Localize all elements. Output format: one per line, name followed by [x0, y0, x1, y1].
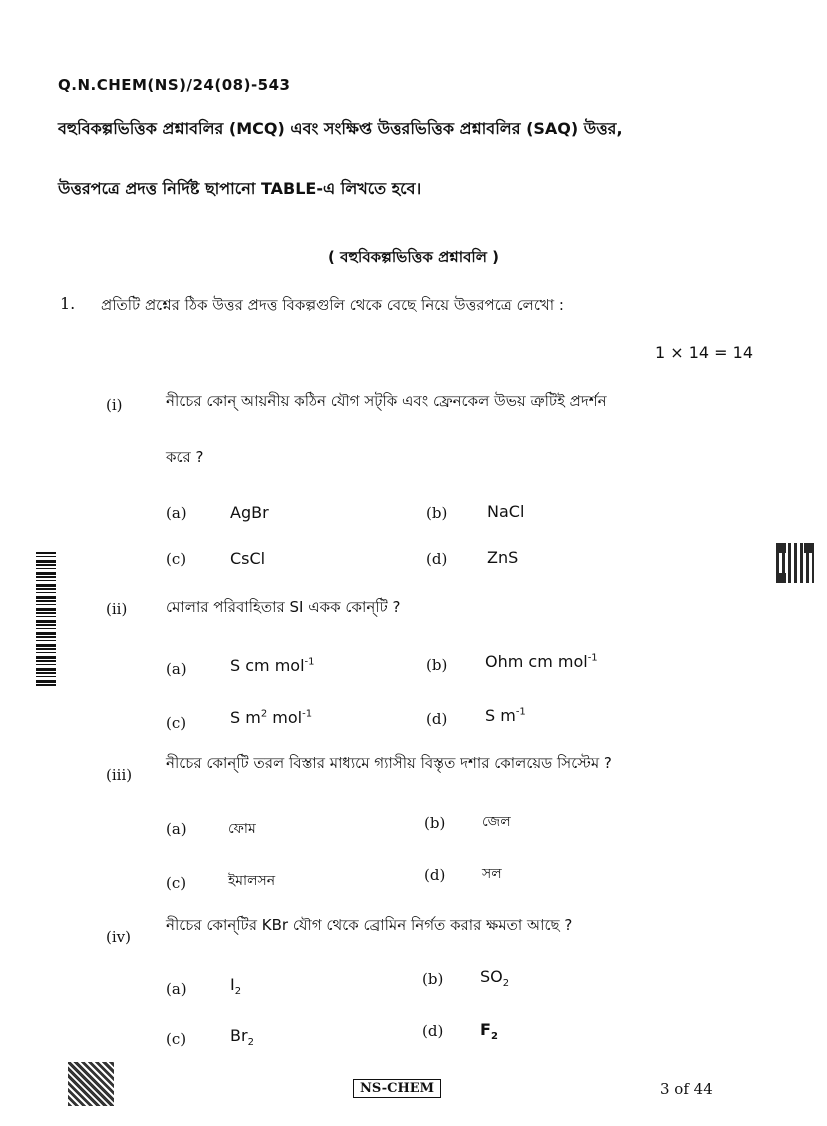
- option-value: ফোম: [228, 821, 256, 837]
- subquestion-text: নীচের কোন্ আয়নীয় কঠিন যৌগ সট্‌কি এবং ফ্রেনকেল উভয় ত্রুটিই প্রদর্শন: [166, 392, 607, 410]
- question-number: 1.: [60, 294, 76, 313]
- subquestion-text: মোলার পরিবাহিতার SI একক কোন্‌টি ?: [166, 598, 401, 616]
- subject-badge: NS-CHEM: [353, 1079, 441, 1098]
- instruction-line-2: উত্তরপত্রে প্রদত্ত নির্দিষ্ট ছাপানো TABLE-এ লিখতে হবে।: [58, 179, 422, 198]
- option-value: CsCl: [230, 549, 266, 568]
- subquestion-number: (i): [106, 396, 123, 414]
- option-label: (b): [422, 970, 444, 988]
- subquestion-text: নীচের কোন্‌টি তরল বিস্তার মাধ্যমে গ্যাসীয় বিস্তৃত দশার কোলয়েড সিস্টেম ?: [166, 754, 612, 772]
- option-label: (c): [166, 550, 187, 568]
- option-label: (a): [166, 980, 187, 998]
- subquestion-number: (iv): [106, 928, 131, 946]
- option-value: ZnS: [487, 548, 519, 567]
- option-label: (d): [426, 710, 448, 728]
- option-value: S $m^{-1}$: [485, 706, 526, 725]
- subquestion-text: নীচের কোন্‌টির KBr যৌগ থেকে ব্রোমিন নির্গত করার ক্ষমতা আছে ?: [166, 916, 573, 934]
- option-value: $F_2$: [480, 1020, 498, 1043]
- option-label: (a): [166, 504, 187, 522]
- option-value: Ohm cm mol$^{-1}$: [485, 652, 598, 671]
- paper-code: Q.N.CHEM(NS)/24(08)-543: [58, 76, 291, 94]
- option-label: (d): [424, 866, 446, 884]
- question-marks: 1 × 14 = 14: [654, 343, 753, 362]
- option-label: (c): [166, 874, 187, 892]
- option-label: (b): [426, 504, 448, 522]
- subquestion-text-cont: করে ?: [166, 448, 204, 466]
- option-value: S $m^2$ mol$^{-1}$: [230, 708, 313, 727]
- subquestion-number: (ii): [106, 600, 128, 618]
- option-value: ইমালসন: [228, 873, 276, 889]
- question-text: প্রতিটি প্রশ্নের ঠিক উত্তর প্রদত্ত বিকল্পগুলি থেকে বেছে নিয়ে উত্তরপত্রে লেখো :: [101, 296, 564, 314]
- option-value: $I_2$: [230, 975, 242, 998]
- page-number: 3 of 44: [660, 1080, 713, 1098]
- option-label: (c): [166, 1030, 187, 1048]
- instruction-line-1: বহুবিকল্পভিত্তিক প্রশ্নাবলির (MCQ) এবং সংক্ষিপ্ত উত্তরভিত্তিক প্রশ্নাবলির (SAQ) উত্তর,: [58, 119, 623, 138]
- option-value: $Br_2$: [230, 1026, 254, 1049]
- side-barcode: [36, 552, 56, 686]
- option-value: $SO_2$: [480, 967, 510, 990]
- footer-qr-code: [68, 1062, 114, 1106]
- section-heading: ( বহুবিকল্পভিত্তিক প্রশ্নাবলি ): [328, 248, 499, 266]
- option-value: জেল: [482, 814, 511, 830]
- option-value: সল: [482, 866, 502, 882]
- option-value: S cm mol$^{-1}$: [230, 656, 315, 675]
- option-label: (a): [166, 660, 187, 678]
- option-label: (b): [426, 656, 448, 674]
- option-value: NaCl: [487, 502, 525, 521]
- option-label: (a): [166, 820, 187, 838]
- qr-code: [776, 543, 814, 583]
- option-label: (d): [422, 1022, 444, 1040]
- option-label: (d): [426, 550, 448, 568]
- option-label: (b): [424, 814, 446, 832]
- option-label: (c): [166, 714, 187, 732]
- subquestion-number: (iii): [106, 766, 133, 784]
- option-value: AgBr: [230, 503, 269, 522]
